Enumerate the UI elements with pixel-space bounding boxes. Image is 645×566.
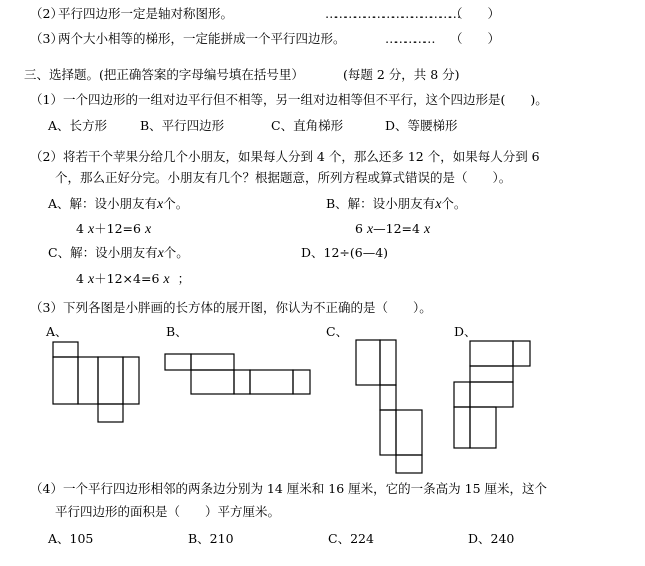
net-c: [356, 340, 422, 473]
tf-q2-number: （2）: [30, 6, 63, 21]
q3-label-c[interactable]: C、: [326, 324, 349, 339]
q3-label-a[interactable]: A、: [46, 324, 68, 339]
q3-label-d[interactable]: D、: [454, 324, 477, 339]
q4-text-line2: 平行四边形的面积是（ ）平方厘米。: [55, 504, 281, 519]
net-d: [454, 341, 530, 448]
q4-option-d[interactable]: D、240: [468, 531, 515, 546]
q1-option-b[interactable]: B、平行四边形: [140, 118, 225, 133]
tf-q3-dots: ……………: [385, 31, 433, 46]
q2-option-b-equation: 6 x—12=4 x: [355, 221, 431, 237]
net-b: [165, 354, 310, 394]
q2-option-b-label: B、解：设小朋友有: [326, 196, 436, 211]
net-a: [53, 342, 139, 422]
q4-option-a[interactable]: A、105: [48, 531, 94, 546]
q1-option-c[interactable]: C、直角梯形: [271, 118, 344, 133]
q2-option-a-label: A、解：设小朋友有: [48, 196, 158, 211]
q2-option-d[interactable]: D、12÷(6—4): [301, 245, 389, 260]
q2-option-c-var: x: [157, 246, 164, 261]
q2-option-a-equation: 4 x＋12=6 x: [76, 221, 152, 237]
q2-option-b-var: x: [435, 197, 442, 212]
tf-q2-answer-paren[interactable]: （ ）: [450, 6, 501, 21]
tf-q3-text: 两个大小相等的梯形，一定能拼成一个平行四边形。: [58, 31, 346, 46]
section-title: 三、选择题。(把正确答案的字母编号填在括号里）: [24, 67, 304, 82]
q2-option-a-var: x: [157, 197, 164, 212]
q1-option-a[interactable]: A、长方形: [48, 118, 108, 133]
q2-option-c-equation: 4 x＋12×4=6 x ；: [76, 271, 191, 287]
q1-text: （1）一个四边形的一组对边平行但不相等，另一组对边相等但不平行，这个四边形是( )。: [30, 92, 548, 107]
q1-option-d[interactable]: D、等腰梯形: [385, 118, 458, 133]
q2-option-c-label: C、解：设小朋友有: [48, 245, 158, 260]
q2-option-c-end: 个。: [163, 245, 189, 260]
q3-label-b[interactable]: B、: [166, 324, 188, 339]
q2-text-line1: （2）将若干个苹果分给几个小朋友，如果每人分到 4 个，那么还多 12 个，如果每人分到 6: [30, 149, 540, 164]
tf-q2-dots: ……………………………………: [325, 6, 458, 21]
q4-text-line1: （4）一个平行四边形相邻的两条边分别为 14 厘米和 16 厘米，它的一条高为 15 厘米，这个: [30, 481, 548, 496]
q4-option-b[interactable]: B、210: [188, 531, 234, 546]
q2-text-line2: 个，那么正好分完。小朋友有几个？根据题意，所列方程或算式错误的是（ ）。: [55, 170, 512, 185]
q2-option-b-end: 个。: [441, 196, 467, 211]
q3-text: （3）下列各图是小胖画的长方体的展开图，你认为不正确的是（ ）。: [30, 300, 432, 315]
tf-q3-answer-paren[interactable]: （ ）: [450, 31, 501, 46]
tf-q2-text: 平行四边形一定是轴对称图形。: [58, 6, 234, 21]
q2-option-a-end: 个。: [163, 196, 189, 211]
q4-option-c[interactable]: C、224: [328, 531, 374, 546]
section-score: (每题 2 分，共 8 分): [343, 67, 460, 82]
tf-q3-number: （3）: [30, 31, 63, 46]
